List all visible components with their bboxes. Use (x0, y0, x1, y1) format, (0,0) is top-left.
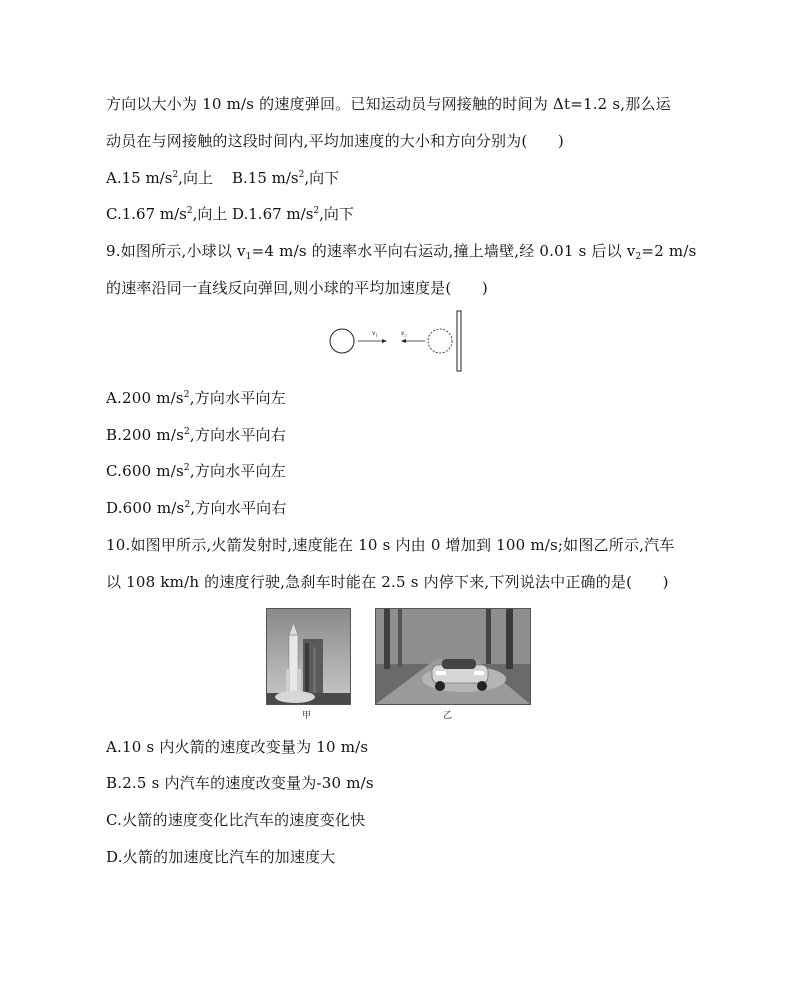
wall (457, 311, 461, 371)
ball-after (428, 329, 452, 353)
caption-jia: 甲 (302, 711, 312, 721)
q9-stem-line-2: 的速率沿同一直线反向弹回,则小球的平均加速度是( ) (106, 279, 488, 297)
q8-stem-line-1: 方向以大小为 10 m/s 的速度弹回。已知运动员与网接触的时间为 Δt=1.2 s,那么运 (106, 95, 671, 113)
q8-option-b[interactable]: B.15 $m/s^2$,向下 (232, 169, 340, 187)
q9-option-a[interactable]: A.200 $m/s^2$,方向水平向左 (106, 389, 286, 407)
q8-option-c[interactable]: C.1.67 $m/s^2$,向上 (106, 205, 228, 223)
q9-option-b[interactable]: B.200 $m/s^2$,方向水平向右 (106, 426, 287, 444)
rocket-launch-photo (266, 608, 351, 705)
v1-label: $v_1$ (372, 330, 378, 338)
q9-stem-line-1: 9.如图所示,小球以 $v_1=4$ m/s 的速率水平向右运动,撞上墙壁,经 0.01 s 后以 $v_2=2$ m/s (106, 242, 697, 262)
q10-option-b[interactable]: B.2.5 s 内汽车的速度改变量为-30 m/s (106, 774, 374, 792)
q10-option-a[interactable]: A.10 s 内火箭的速度改变量为 10 m/s (106, 738, 369, 756)
caption-yi: 乙 (443, 711, 453, 721)
q10-stem-line-1: 10.如图甲所示,火箭发射时,速度能在 10 s 内由 0 增加到 100 m/s;如图乙所示,汽车 (106, 536, 675, 554)
q10-option-d[interactable]: D.火箭的加速度比汽车的加速度大 (106, 848, 336, 866)
q8-option-a[interactable]: A.15 $m/s^2$,向上 (106, 169, 213, 187)
q9-option-d[interactable]: D.600 $m/s^2$,方向水平向右 (106, 499, 287, 517)
q8-stem-line-2: 动员在与网接触的这段时间内,平均加速度的大小和方向分别为( ) (106, 132, 564, 150)
q9-ball-wall-diagram (326, 310, 466, 374)
q10-stem-line-2: 以 108 km/h 的速度行驶,急刹车时能在 2.5 s 内停下来,下列说法中正确的是( ) (106, 573, 669, 591)
q10-option-c[interactable]: C.火箭的速度变化比汽车的速度变化快 (106, 811, 366, 829)
car-photo (375, 608, 531, 705)
v2-label: $v_2$ (401, 330, 407, 338)
ball-initial (330, 329, 354, 353)
q8-option-d[interactable]: D.1.67 $m/s^2$,向下 (232, 205, 354, 223)
q9-option-c[interactable]: C.600 $m/s^2$,方向水平向左 (106, 462, 286, 480)
